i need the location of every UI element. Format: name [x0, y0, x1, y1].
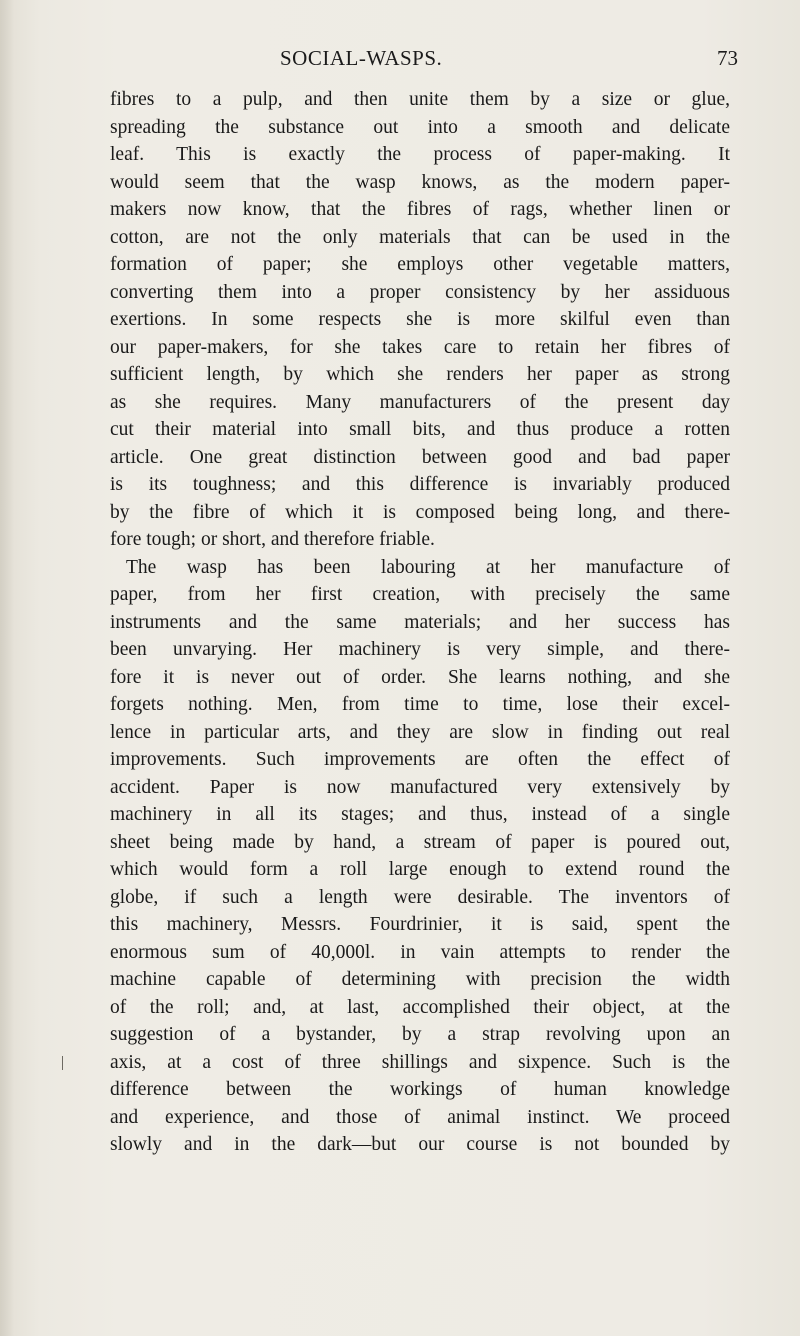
text-line: enormous sum of 40,000l. in vain attempts to render the [110, 941, 730, 963]
text-line: cotton, are not the only materials that can be used in the [110, 226, 730, 248]
text-line: paper, from her first creation, with precisely the same [110, 584, 730, 605]
text-line: exertions. In some respects she is more skilful even than [110, 309, 730, 330]
text-line: as she requires. Many manufacturers of the present day [110, 391, 730, 413]
text-line: accident. Paper is now manufactured very extensively by [110, 776, 730, 798]
text-line: fibres to a pulp, and then unite them by a size or glue, [110, 89, 730, 110]
paragraph-start-line: The wasp has been labouring at her manufacture of [126, 556, 730, 578]
text-line: converting them into a proper consistency by her assiduous [110, 281, 730, 303]
text-line: of the roll; and, at last, accomplished their object, at the [110, 996, 730, 1018]
text-line: makers now know, that the fibres of rags, whether linen or [110, 199, 730, 220]
text-line: formation of paper; she employs other vegetable matters, [110, 254, 730, 275]
text-line: our paper-makers, for she takes care to retain her fibres of [110, 336, 730, 358]
paragraph-end-line: fore tough; or short, and therefore friable. [110, 529, 435, 550]
page-header [0, 46, 800, 76]
page-number: 73 [717, 46, 738, 70]
text-line: is its toughness; and this difference is invariably produced [110, 474, 730, 495]
text-line: lence in particular arts, and they are slow in finding out real [110, 721, 730, 743]
text-line: improvements. Such improvements are often the effect of [110, 749, 730, 770]
text-line: fore it is never out of order. She learns nothing, and she [110, 666, 730, 688]
margin-mark [62, 1056, 67, 1070]
text-line: sufficient length, by which she renders her paper as strong [110, 364, 730, 385]
text-line: spreading the substance out into a smooth and delicate [110, 116, 730, 138]
text-line: axis, at a cost of three shillings and sixpence. Such is the [110, 1051, 730, 1073]
body-text [110, 86, 730, 1159]
text-line: forgets nothing. Men, from time to time, lose their excel- [110, 694, 730, 715]
text-line: machine capable of determining with precision the width [110, 969, 730, 990]
text-line: sheet being made by hand, a stream of paper is poured out, [110, 831, 730, 853]
text-line: article. One great distinction between good and bad paper [110, 446, 730, 468]
text-line: been unvarying. Her machinery is very simple, and there- [110, 639, 730, 660]
binding-shadow [0, 0, 14, 1336]
text-line: globe, if such a length were desirable. The inventors of [110, 886, 730, 908]
text-line: leaf. This is exactly the process of paper-making. It [110, 144, 730, 165]
running-title: SOCIAL-WASPS. [280, 46, 443, 70]
text-line: would seem that the wasp knows, as the modern paper- [110, 171, 730, 193]
text-line: machinery in all its stages; and thus, instead of a single [110, 804, 730, 825]
text-line: suggestion of a bystander, by a strap revolving upon an [110, 1024, 730, 1045]
text-line: and experience, and those of animal instinct. We proceed [110, 1106, 730, 1128]
text-line: by the fibre of which it is composed being long, and there- [110, 501, 730, 523]
text-line: cut their material into small bits, and thus produce a rotten [110, 419, 730, 440]
text-line: difference between the workings of human knowledge [110, 1079, 730, 1100]
text-line: this machinery, Messrs. Fourdrinier, it is said, spent the [110, 914, 730, 935]
text-line: instruments and the same materials; and her success has [110, 611, 730, 633]
text-line: slowly and in the dark—but our course is not bounded by [110, 1134, 730, 1155]
text-line: which would form a roll large enough to extend round the [110, 859, 730, 880]
